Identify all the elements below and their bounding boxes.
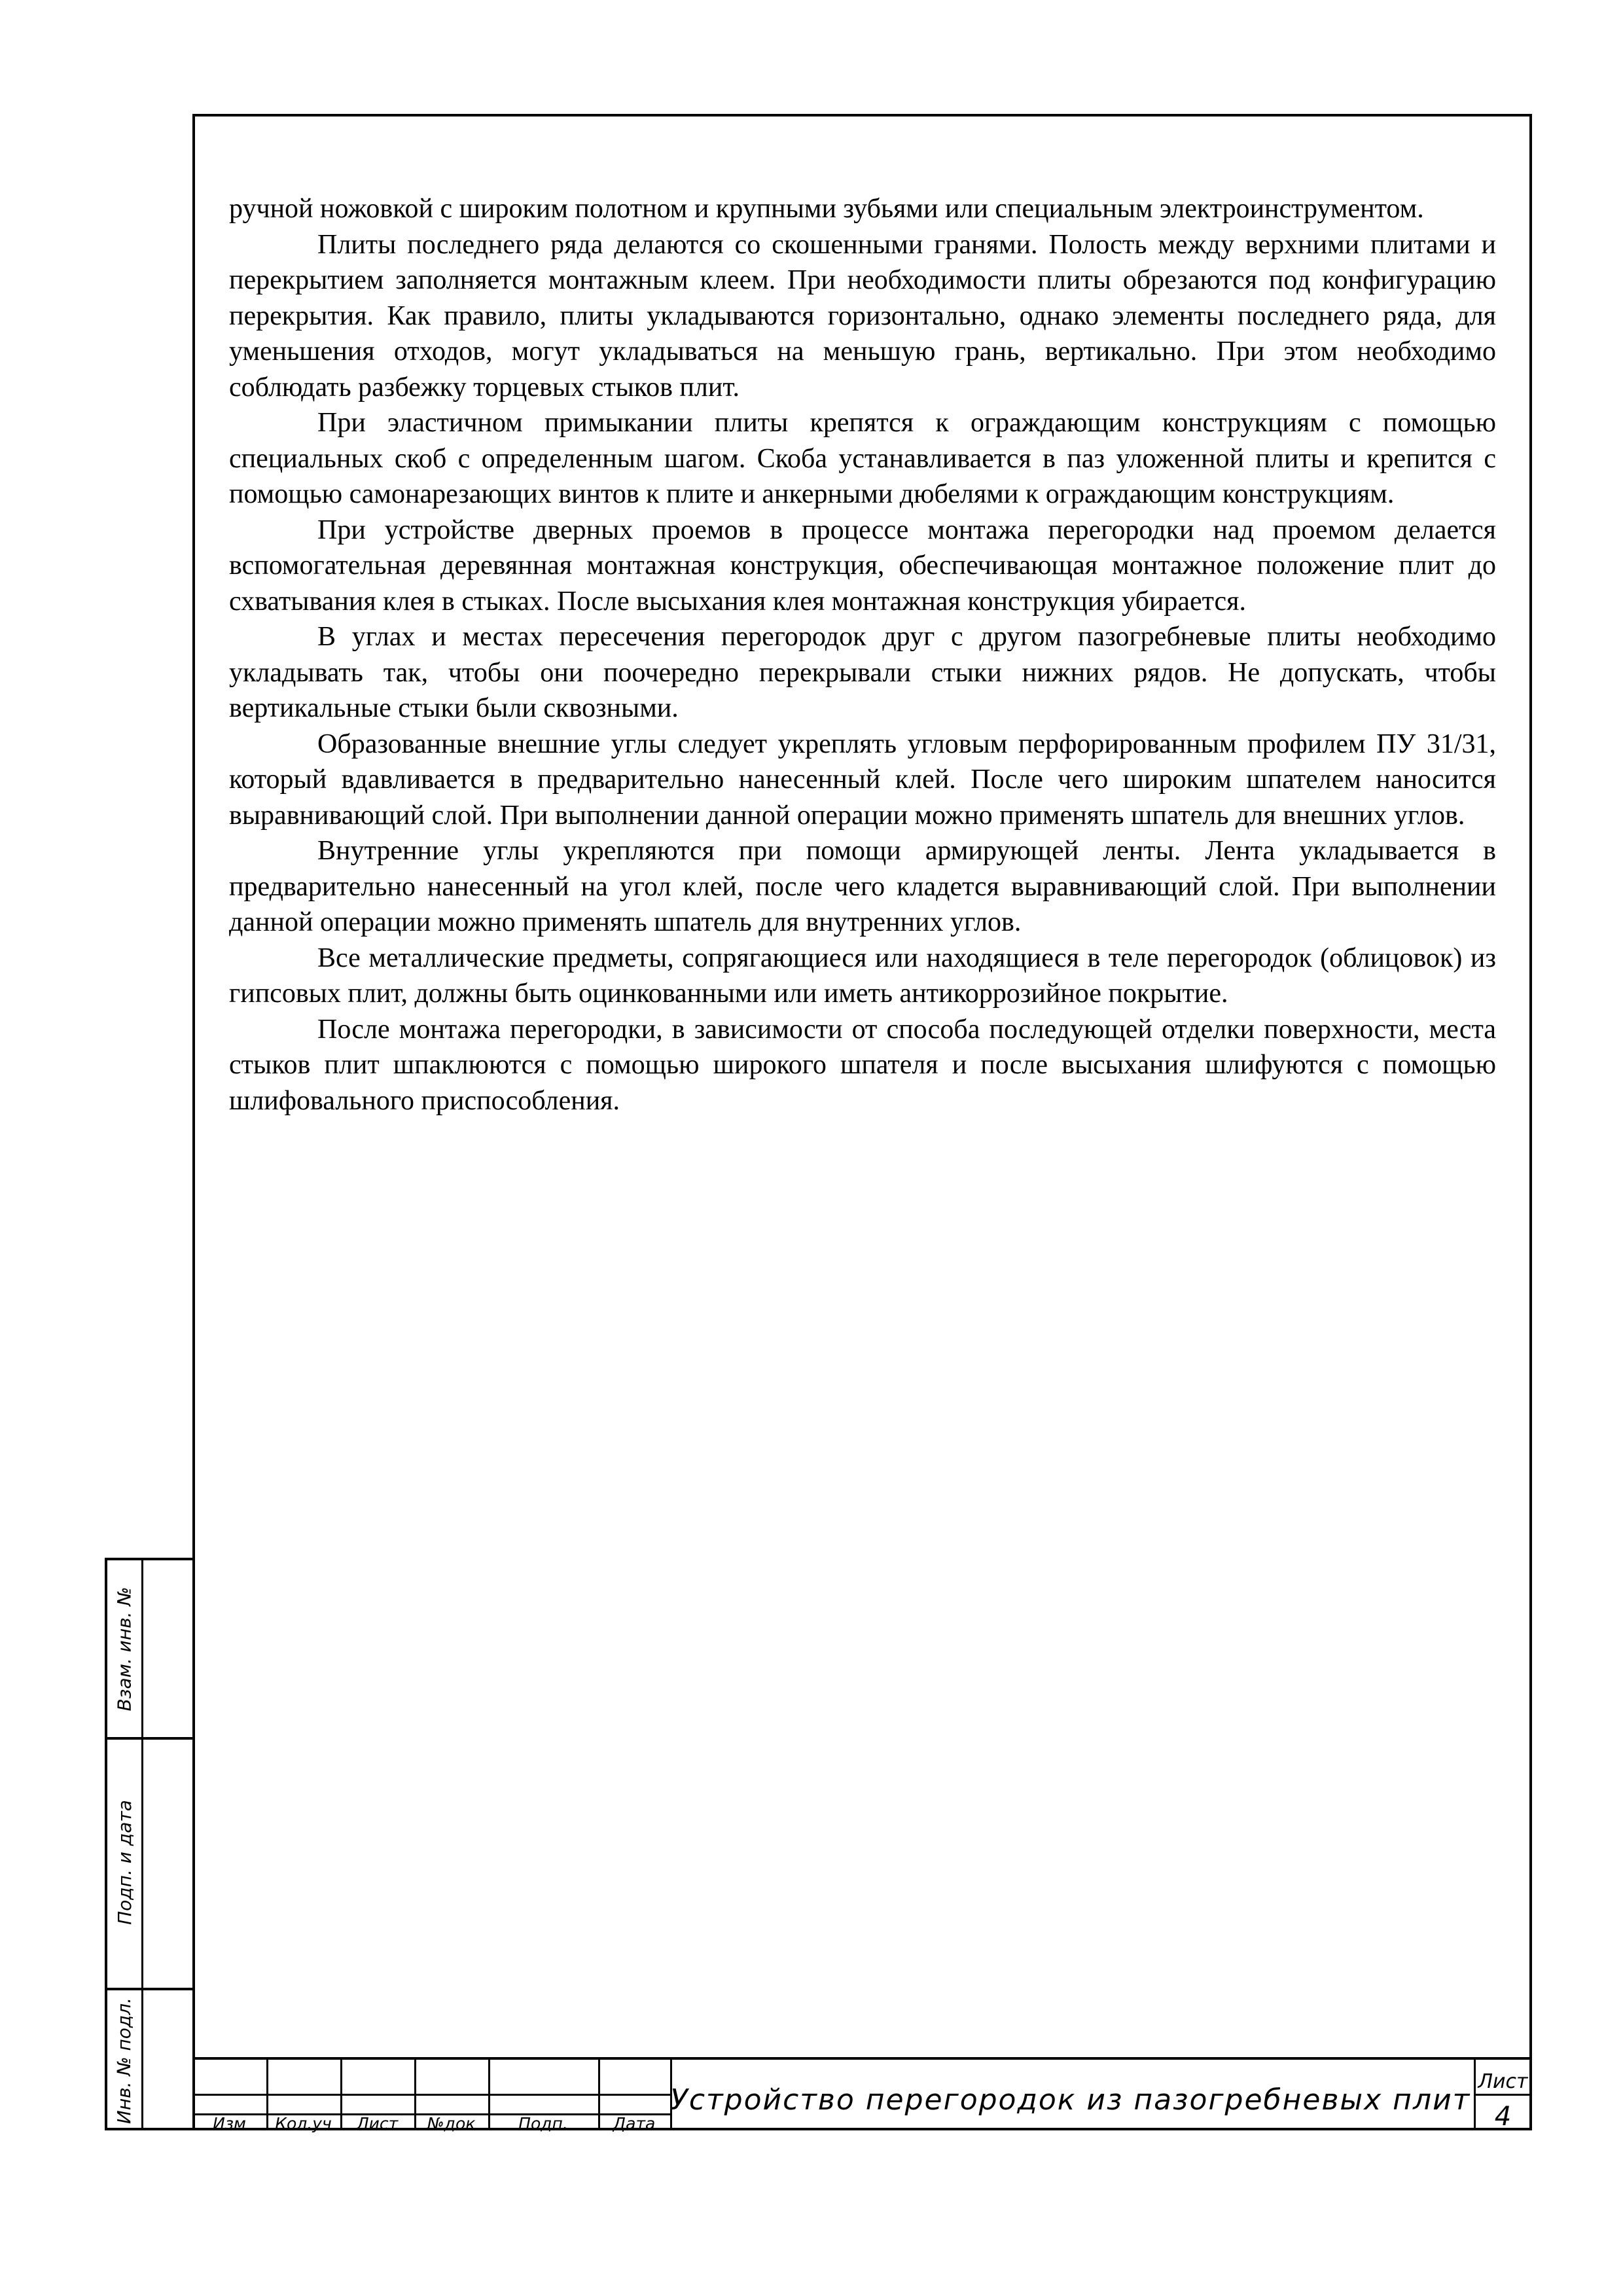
caption-podp: Подп. — [518, 2113, 568, 2133]
caption-n-dok: №док — [427, 2113, 476, 2133]
caption-list: Лист — [356, 2113, 399, 2133]
sheet-label: Лист — [1478, 2070, 1528, 2093]
sheet-number: 4 — [1494, 2102, 1512, 2132]
paragraph-5: В углах и местах пересечения перегородок друг с другом пазогребневые плиты необходимо укладывать так, чтобы они поочередно перекрывали стыки нижних рядов. Не допускать, чтобы вертикальные стыки были сквозными. — [229, 622, 1496, 723]
caption-kol-uch: Кол.уч — [275, 2113, 332, 2133]
tb-row-line — [192, 2094, 670, 2096]
paragraph-9: После монтажа перегородки, в зависимости от способа последующей отделки поверхности, места стыков плит шпаклюются с помощью широкого шпателя и после высыхания шлифуются с помощью шлифовального приспособления. — [229, 1014, 1496, 1116]
stamp-label-inv-podl: Инв. № подл. — [113, 1997, 135, 2124]
stamp-label-vzam-inv: Взам. инв. № — [113, 1586, 135, 1712]
stamp-cell-inv-podl — [107, 1988, 141, 2133]
stamp-cell-podp-data — [107, 1737, 141, 1988]
stamp-divider — [141, 1560, 143, 2128]
paragraph-3: При эластичном примыкании плиты крепятся к ограждающим конструкциям с помощью специальных скоб с определенным шагом. Скоба устанавливается в паз уложенной плиты и крепится с помощью самонарезающих винтов к плите и анкерными дюбелями к ограждающим конструкциям. — [229, 408, 1496, 509]
caption-izm: Изм — [213, 2113, 246, 2133]
caption-data: Дата — [613, 2113, 656, 2133]
paragraph-2: Плиты последнего ряда делаются со скошенными гранями. Полость между верхними плитами и перекрытием заполняется монтажным клеем. При необходимости плиты обрезаются под конфигурацию перекрытия. Как правило, плиты укладываются горизонтально, однако элементы последнего ряда, для уменьшения отходов, могут укладываться на меньшую грань, вертикально. При этом необходимо соблюдать разбежку торцевых стыков плит. — [229, 229, 1496, 403]
body-text — [229, 191, 1496, 1119]
paragraph-6: Образованные внешние углы следует укреплять угловым перфорированным профилем ПУ 31/31, который вдавливается в предварительно нанесенный клей. После чего широким шпателем наносится выравнивающий слой. При выполнении данной операции можно применять шпатель для внешних углов. — [229, 728, 1496, 831]
paragraph-4: При устройстве дверных проемов в процессе монтажа перегородки над проемом делается вспомогательная деревянная монтажная конструкция, обеспечивающая монтажное положение плит до схватывания клея в стыках. После высыхания клея монтажная конструкция убирается. — [229, 514, 1496, 617]
stamp-label-podp-data: Подп. и дата — [113, 1800, 135, 1925]
document-title: Устройство перегородок из пазогребневых плит — [670, 2083, 1471, 2117]
paragraph-7: Внутренние углы укрепляются при помощи армирующей ленты. Лента укладывается в предварительно нанесенный на угол клей, после чего кладется выравнивающий слой. При выполнении данной операции можно применять шпатель для внутренних углов. — [229, 836, 1496, 937]
margin-stamp — [105, 1558, 192, 2130]
paragraph-1: ручной ножовкой с широким полотном и крупными зубьями или специальным электроинструментом. — [229, 194, 1424, 224]
title-block — [192, 2057, 1532, 2133]
paragraph-8: Все металлические предметы, сопрягающиеся или находящиеся в теле перегородок (облицовок) из гипсовых плит, должны быть оцинкованными или иметь антикоррозийное покрытие. — [229, 942, 1496, 1009]
stamp-cell-vzam-inv — [107, 1560, 141, 1737]
